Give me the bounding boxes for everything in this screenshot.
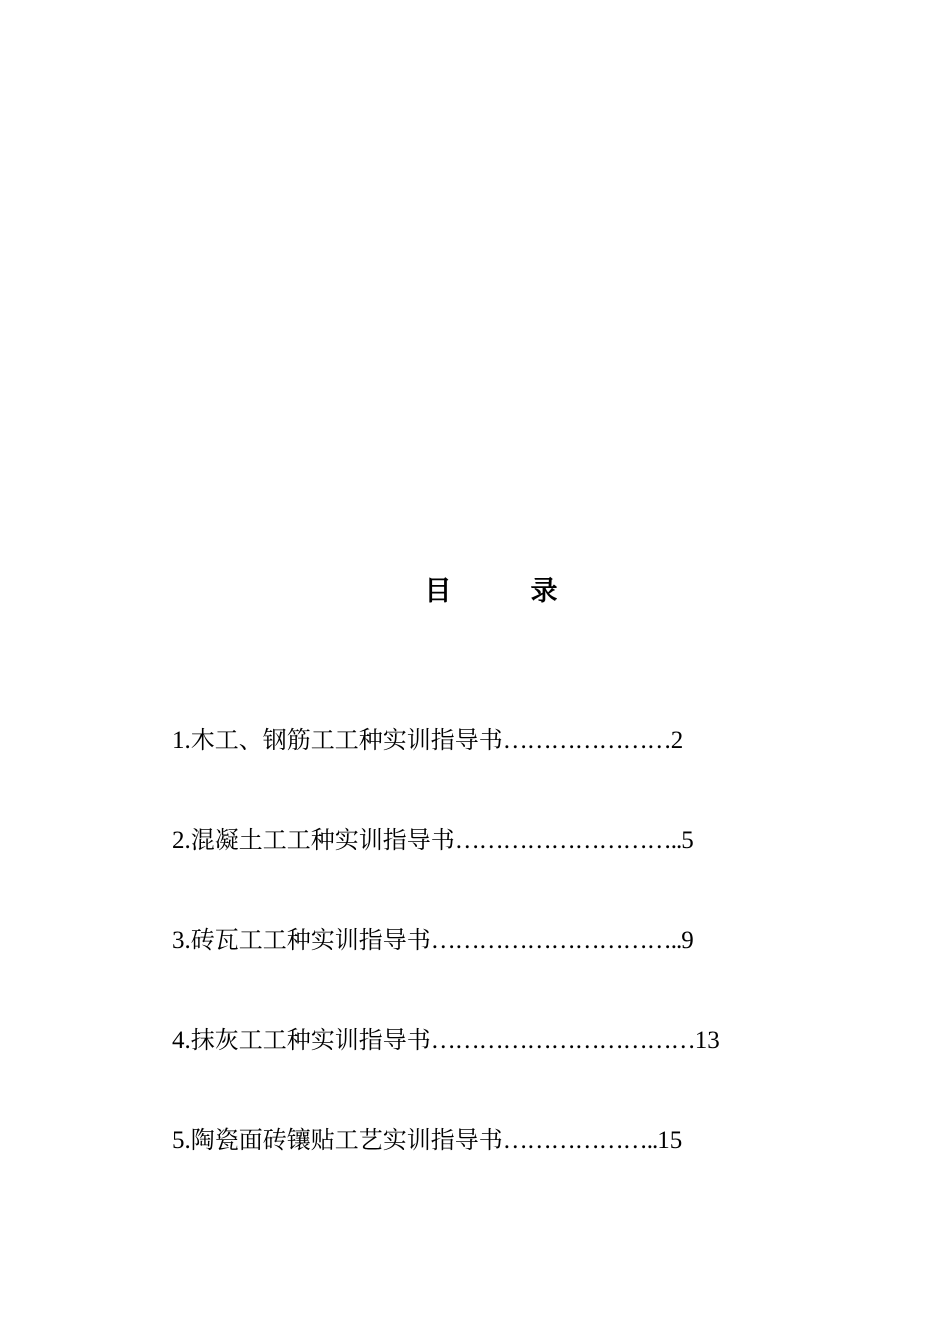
toc-heading: 目 录 (424, 576, 584, 607)
toc-entry-page: 5 (681, 827, 694, 854)
toc-entry-2[interactable] (172, 820, 812, 920)
toc-entry-leader: ……………………….. (454, 827, 682, 854)
toc-entry-title: 木工、钢筋工工种实训指导书 (190, 726, 503, 754)
toc-entry-4[interactable] (172, 1020, 812, 1120)
toc-entry-1[interactable] (172, 720, 812, 820)
toc-entry-page: 9 (681, 927, 694, 954)
toc-entry-3[interactable] (172, 920, 812, 1020)
toc-entry-title: 混凝土工工种实训指导书 (190, 826, 455, 854)
toc-entry-number: 4. (172, 1027, 191, 1054)
toc-entry-number: 3. (172, 927, 191, 954)
toc-entry-number: 1. (172, 727, 191, 754)
toc-entry-leader: ………………… (502, 727, 671, 754)
toc-entry-leader: ………………………….. (430, 927, 682, 954)
toc-entry-title: 抹灰工工种实训指导书 (190, 1026, 431, 1054)
toc-entry-page: 13 (694, 1027, 720, 1054)
toc-entry-leader: …………………………… (430, 1027, 695, 1054)
toc-entry-title: 陶瓷面砖镶贴工艺实训指导书 (190, 1126, 503, 1154)
toc-list (172, 720, 812, 1220)
toc-entry-title: 砖瓦工工种实训指导书 (190, 926, 431, 954)
toc-entry-page: 2 (670, 727, 684, 754)
toc-entry-leader: ……………….. (502, 1127, 658, 1154)
toc-entry-5[interactable] (172, 1120, 812, 1220)
toc-entry-number: 2. (172, 827, 191, 854)
toc-entry-number: 5. (172, 1127, 191, 1154)
toc-entry-page: 15 (657, 1127, 683, 1154)
